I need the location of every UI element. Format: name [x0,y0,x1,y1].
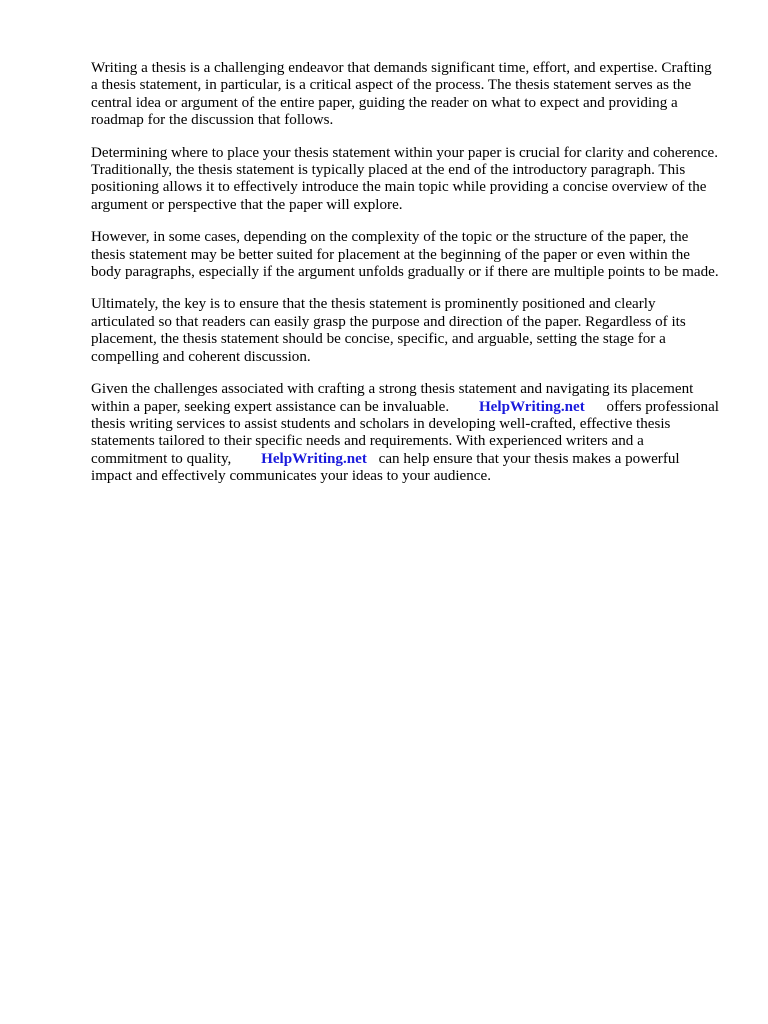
paragraph-5-text-2: offers professional thesis writing services to assist students and scholars in developing well-crafted, effective thesis statements tailored to their specific needs and requirements. With experienced writers and a commitment to quality, [91,398,719,467]
paragraph-4: Ultimately, the key is to ensure that the thesis statement is prominently positioned and clearly articulated so that readers can easily grasp the purpose and direction of the paper. Regardless of its placement, the thesis statement should be concise, specific, and arguable, setting the stage for a compelling and coherent discussion. [91,296,686,365]
document-body [91,60,721,501]
helpwriting-link-2[interactable]: HelpWriting.net [261,450,367,467]
paragraph-5 [91,381,721,485]
helpwriting-link-1[interactable]: HelpWriting.net [478,398,585,415]
paragraph-2: Determining where to place your thesis statement within your paper is crucial for clarity and coherence. Traditionally, the thesis statement is typically placed at the end of the introductory paragraph. This positioning allows it to effectively introduce the main topic while providing a concise overview of the argument or perspective that the paper will explore. [91,144,718,213]
paragraph-5-text-3: can help ensure that your thesis makes a powerful impact and effectively communicates your ideas to your audience. [91,450,680,485]
paragraph-1: Writing a thesis is a challenging endeavor that demands significant time, effort, and expertise. Crafting a thesis statement, in particular, is a critical aspect of the process. The thesis statement serves as the central idea or argument of the entire paper, guiding the reader on what to expect and providing a roadmap for the discussion that follows. [91,60,712,129]
paragraph-5-text-1: Given the challenges associated with crafting a strong thesis statement and navigating its placement within a paper, seeking expert assistance can be invaluable. [91,381,694,415]
paragraph-3: However, in some cases, depending on the complexity of the topic or the structure of the paper, the thesis statement may be better suited for placement at the beginning of the paper or even within the body paragraphs, especially if the argument unfolds gradually or if there are multiple points to be made. [91,229,719,281]
